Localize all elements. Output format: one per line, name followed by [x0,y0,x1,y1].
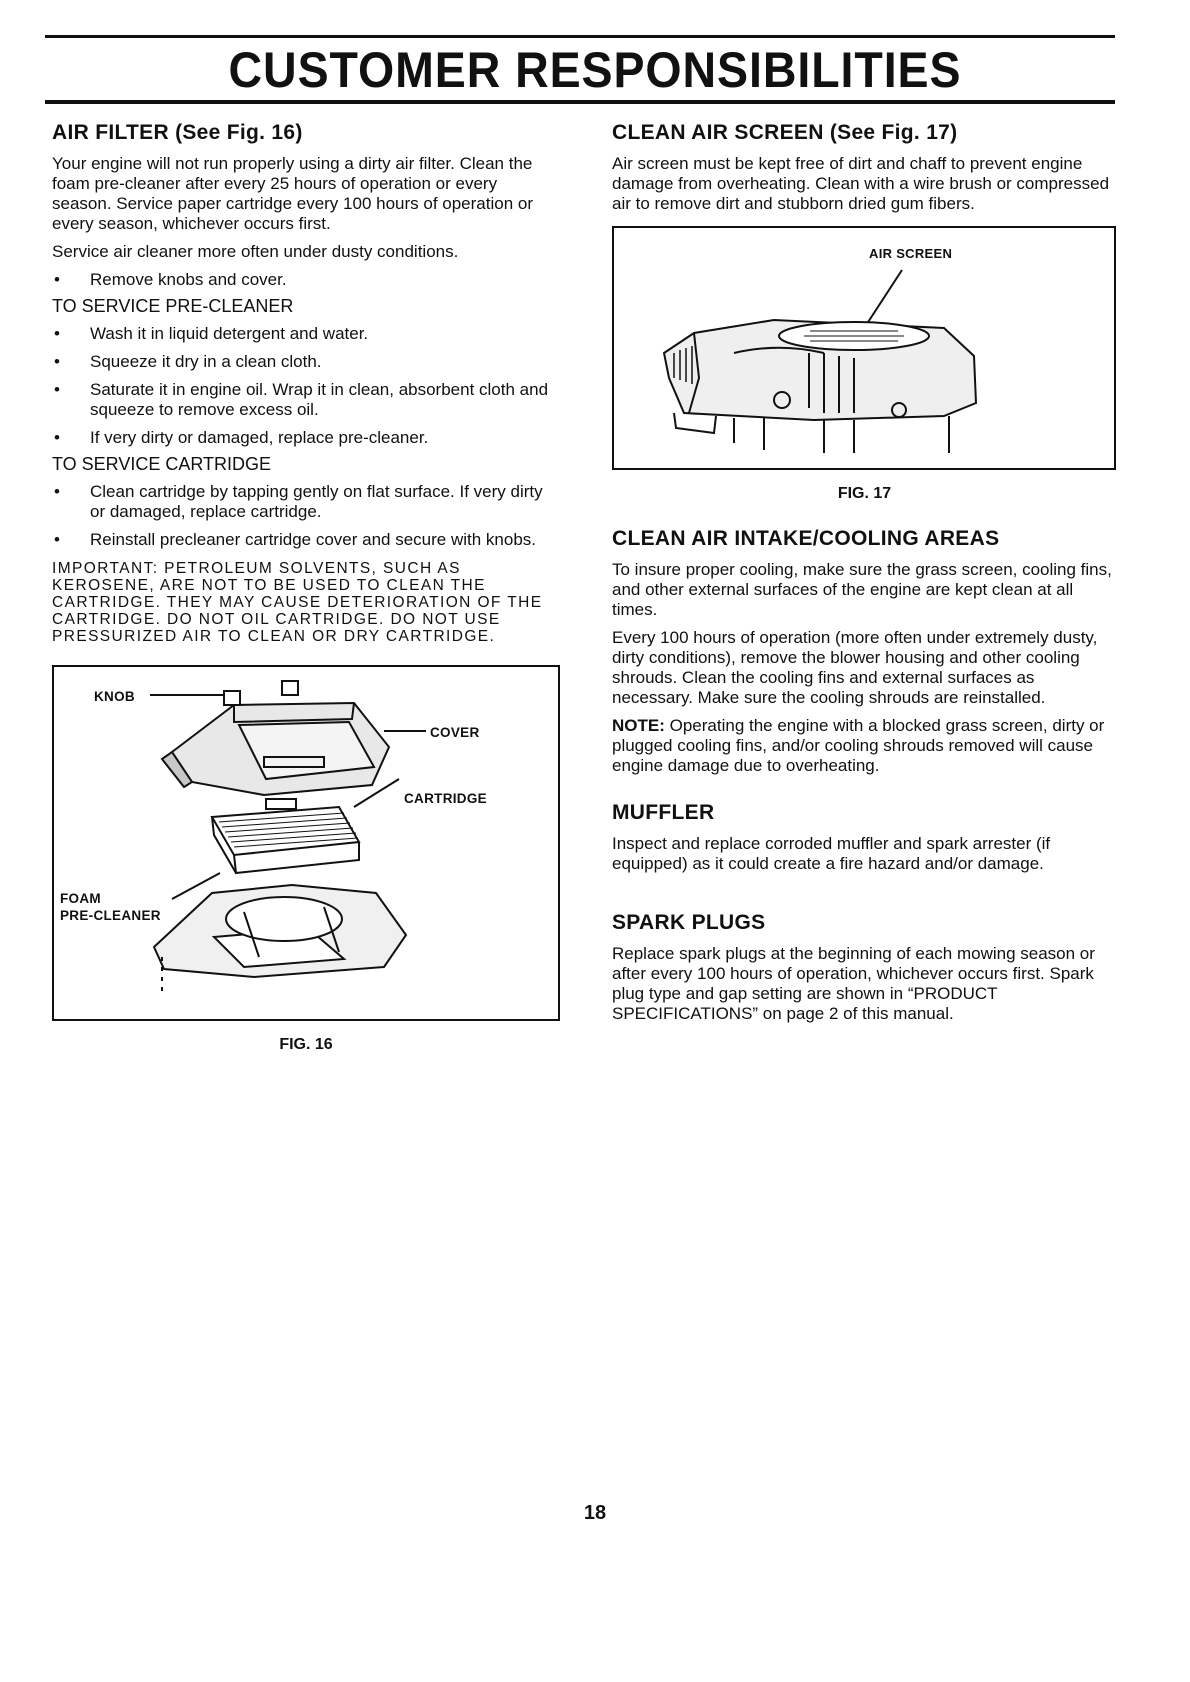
figure-16-caption: FIG. 16 [279,1036,333,1053]
air-filter-intro: Your engine will not run properly using a dirty air filter. Clean the foam pre-cleaner after every 25 hours of operation or every season. Service paper cartridge every 100 hours of operation or every season, whichever occurs first. [52,154,533,233]
knob-label: KNOB [94,689,135,704]
spark-plugs-heading: SPARK PLUGS [612,911,766,934]
step-text: Wash it in liquid detergent and water. [90,324,369,343]
figure-17 [612,226,1116,470]
pre-cleaner-step [52,428,560,448]
bullet-marker: • [54,380,60,399]
bullet-marker: • [54,428,60,447]
cartridge-subheading: TO SERVICE CARTRIDGE [52,454,272,474]
bullet-marker: • [54,270,60,289]
left-column [52,120,560,1055]
pre-cleaner-subheading: TO SERVICE PRE-CLEANER [52,296,294,316]
air-screen-text: Air screen must be kept free of dirt and chaff to prevent engine damage from overheating. Clean with a wire brush or compressed air to remove dirt and stubborn dried gum fibers. [612,154,1110,213]
figure-16 [52,665,560,1021]
air-screen-label: AIR SCREEN [869,246,953,261]
muffler-text: Inspect and replace corroded muffler and spark arrester (if equipped) as it could create a fire hazard and/or damage. [612,834,1051,873]
step-text: Saturate it in engine oil. Wrap it in clean, absorbent cloth and squeeze to remove excess oil. [90,380,549,419]
note-text: Operating the engine with a blocked grass screen, dirty or plugged cooling fins, and/or cooling shrouds removed will cause engine damage due to overheating. [612,716,1105,775]
cartridge-label: CARTRIDGE [404,791,487,806]
pre-cleaner-label: PRE-CLEANER [60,908,161,923]
remove-knobs-step [52,270,560,290]
cartridge-step [52,482,560,522]
air-filter-dusty-note: Service air cleaner more often under dusty conditions. [52,242,459,261]
air-cleaner-illustration [54,667,558,1019]
pre-cleaner-step [52,380,560,420]
note-label: NOTE: [612,716,665,735]
bullet-marker: • [54,324,60,343]
overheating-note [612,716,1117,776]
engine-illustration [614,228,1114,468]
step-text: Squeeze it dry in a clean cloth. [90,352,322,371]
pre-cleaner-step [52,324,560,344]
air-filter-heading: AIR FILTER (See Fig. 16) [52,121,303,144]
bullet-marker: • [54,530,60,549]
foam-label: FOAM [60,891,101,906]
header-rule-bottom [45,100,1115,104]
page-title: CUSTOMER RESPONSIBILITIES [228,42,962,98]
intake-cooling-text-1: To insure proper cooling, make sure the grass screen, cooling fins, and other external surfaces of the engine are kept clean at all times. [612,560,1112,619]
air-screen-heading: CLEAN AIR SCREEN (See Fig. 17) [612,121,958,144]
step-text: Reinstall precleaner cartridge cover and secure with knobs. [90,530,537,549]
spark-plugs-text: Replace spark plugs at the beginning of each mowing season or after every 100 hours of operation, whichever occurs first. Spark plug type and gap setting are shown in “PRODUCT SPECIFICATIONS” on page 2 of this manual. [612,944,1095,1023]
intake-cooling-text-2: Every 100 hours of operation (more often under extremely dusty, dirty conditions), remove the blower housing and other cooling shrouds. Clean the cooling fins and external surfaces as necessary. Make sure the cooling shrouds are reinstalled. [612,628,1098,707]
cartridge-step [52,530,560,550]
step-text: If very dirty or damaged, replace pre-cleaner. [90,428,429,447]
pre-cleaner-step [52,352,560,372]
page-number: 18 [583,1502,607,1524]
header-rule-top [45,35,1115,38]
muffler-heading: MUFFLER [612,801,715,824]
step-text: Remove knobs and cover. [90,270,287,289]
figure-17-caption: FIG. 17 [837,485,892,502]
intake-cooling-heading: CLEAN AIR INTAKE/COOLING AREAS [612,527,1000,550]
bullet-marker: • [54,352,60,371]
step-text: Clean cartridge by tapping gently on flat surface. If very dirty or damaged, replace cartridge. [90,482,543,521]
bullet-marker: • [54,482,60,501]
important-warning: IMPORTANT: PETROLEUM SOLVENTS, SUCH AS KEROSENE, ARE NOT TO BE USED TO CLEAN THE CARTRIDGE. THEY MAY CAUSE DETERIORATION OF THE CARTRIDGE. DO NOT OIL CARTRIDGE. DO NOT USE PRESSURIZED AIR TO CLEAN OR DRY CARTRIDGE. [52,560,543,645]
right-column [612,120,1117,1024]
cover-label: COVER [430,725,480,740]
